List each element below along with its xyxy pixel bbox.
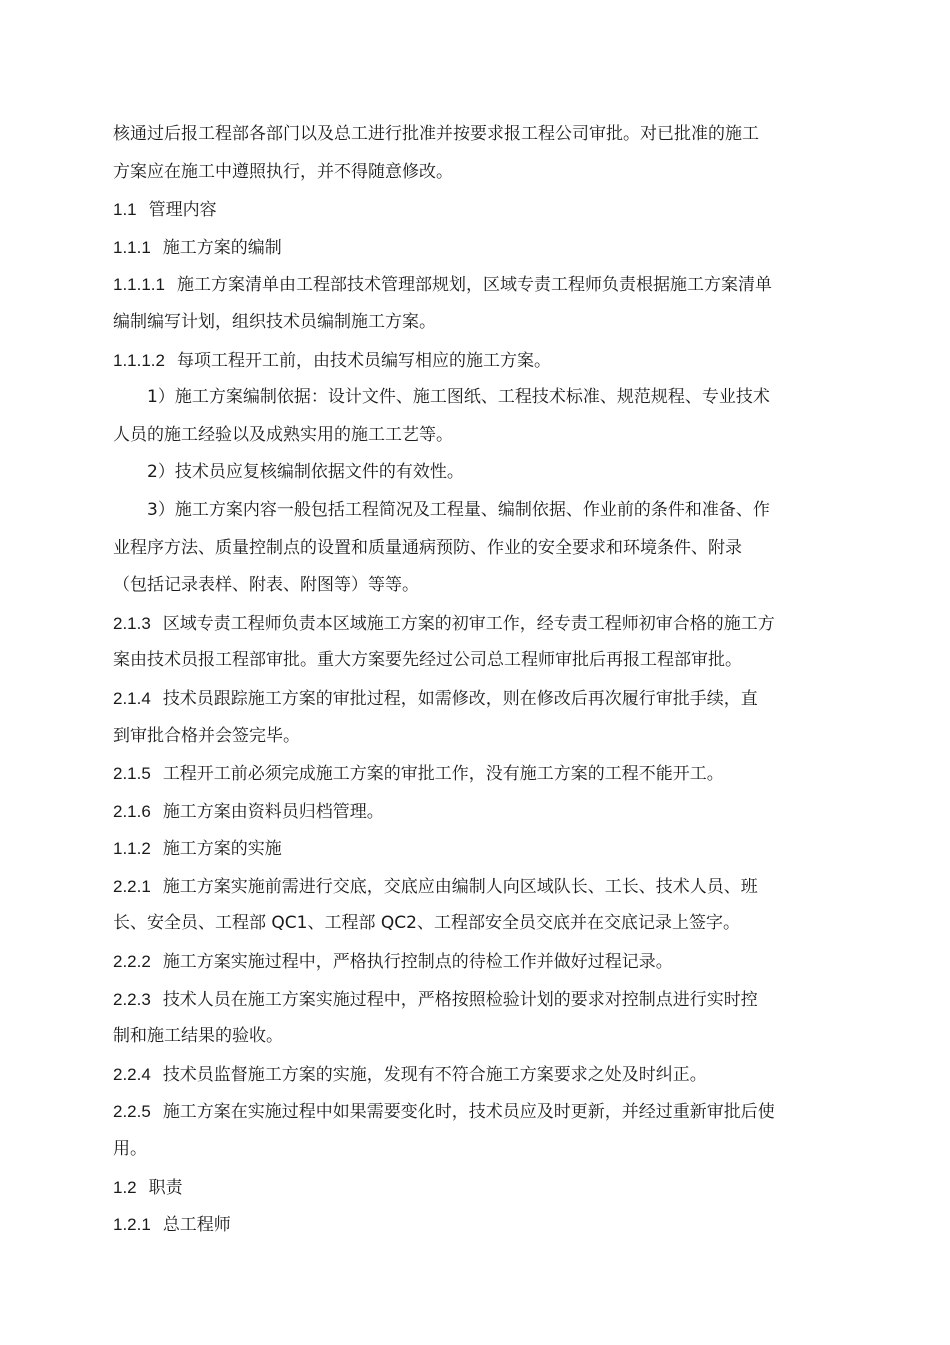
text-line (113, 567, 808, 605)
section-number: 1.2 (113, 1177, 137, 1197)
text-line (113, 1206, 808, 1244)
paragraph-text: 1）施工方案编制依据：设计文件、施工图纸、工程技术标准、规范规程、专业技术 (147, 387, 770, 408)
text-line (113, 116, 808, 154)
section-number: 2.2.4 (113, 1064, 151, 1084)
text-line (113, 342, 808, 380)
section-number: 1.1.2 (113, 839, 151, 859)
text-line (113, 830, 808, 868)
section-text: 职责 (148, 1177, 183, 1198)
text-line (113, 642, 808, 680)
text-line (113, 793, 808, 831)
text-line (113, 905, 808, 943)
section-text: 技术员跟踪施工方案的审批过程，如需修改，则在修改后再次履行审批手续，直 (162, 688, 758, 709)
section-number: 2.2.1 (113, 876, 151, 896)
text-line (113, 191, 808, 229)
section-text: 施工方案的实施 (162, 839, 282, 860)
text-line (113, 266, 808, 304)
section-text: 施工方案清单由工程部技术管理部规划，区域专责工程师负责根据施工方案清单 (177, 275, 772, 296)
section-number: 2.1.4 (113, 688, 151, 708)
paragraph-text: 2）技术员应复核编制依据文件的有效性。 (147, 462, 464, 483)
section-number: 1.1 (113, 200, 137, 220)
text-line (113, 868, 808, 906)
text-line (113, 718, 808, 756)
section-text: 施工方案由资料员归档管理。 (162, 801, 384, 822)
text-line (113, 680, 808, 718)
text-line (113, 229, 808, 267)
section-number: 2.2.5 (113, 1102, 151, 1122)
text-line (113, 605, 808, 643)
paragraph-text: 业程序方法、质量控制点的设置和质量通病预防、作业的安全要求和环境条件、附录 (113, 537, 742, 558)
text-line (113, 1018, 808, 1056)
paragraph-text: 核通过后报工程部各部门以及总工进行批准并按要求报工程公司审批。对已批准的施工 (113, 124, 759, 144)
section-number: 2.1.5 (113, 764, 151, 784)
paragraph-text: 方案应在施工中遵照执行，并不得随意修改。 (113, 161, 453, 182)
section-text: 技术员监督施工方案的实施，发现有不符合施工方案要求之处及时纠正。 (162, 1064, 707, 1085)
paragraph-text: 编制编写计划，组织技术员编制施工方案。 (113, 311, 436, 332)
text-line (113, 1169, 808, 1207)
paragraph-text: 到审批合格并会签完毕。 (113, 725, 300, 746)
text-line (113, 755, 808, 793)
text-line (113, 943, 808, 981)
section-text: 总工程师 (162, 1215, 231, 1236)
section-text: 管理内容 (148, 200, 217, 221)
section-number: 2.1.6 (113, 801, 151, 821)
section-text: 每项工程开工前，由技术员编写相应的施工方案。 (177, 350, 551, 371)
paragraph-text: 用。 (113, 1139, 147, 1160)
paragraph-text: 3）施工方案内容一般包括工程简况及工程量、编制依据、作业前的条件和准备、作 (147, 499, 770, 520)
text-line (113, 417, 808, 455)
text-line (113, 530, 808, 568)
text-line (113, 492, 808, 530)
section-text: 施工方案实施过程中，严格执行控制点的待检工作并做好过程记录。 (162, 952, 673, 973)
text-line (113, 1093, 808, 1131)
section-number: 2.2.3 (113, 989, 151, 1009)
section-text: 技术人员在施工方案实施过程中，严格按照检验计划的要求对控制点进行实时控 (162, 989, 758, 1010)
section-text: 施工方案在实施过程中如果需要变化时，技术员应及时更新，并经过重新审批后使 (162, 1102, 775, 1123)
section-number: 1.1.1 (113, 237, 151, 257)
paragraph-text: 长、安全员、工程部 QC1、工程部 QC2、工程部安全员交底并在交底记录上签字。 (113, 913, 740, 934)
text-line (113, 379, 808, 417)
section-text: 施工方案的编制 (162, 237, 282, 258)
section-number: 2.2.2 (113, 952, 151, 972)
section-number: 1.1.1.2 (113, 350, 165, 370)
paragraph-text: 制和施工结果的验收。 (113, 1026, 283, 1047)
text-line (113, 1056, 808, 1094)
section-text: 区域专责工程师负责本区域施工方案的初审工作，经专责工程师初审合格的施工方 (162, 613, 775, 634)
paragraph-text: 案由技术员报工程部审批。重大方案要先经过公司总工程师审批后再报工程部审批。 (113, 650, 742, 671)
section-number: 1.2.1 (113, 1215, 151, 1235)
paragraph-text: （包括记录表样、附表、附图等）等等。 (113, 575, 419, 596)
section-text: 施工方案实施前需进行交底，交底应由编制人向区域队长、工长、技术人员、班 (162, 876, 758, 897)
text-line (113, 1131, 808, 1169)
text-line (113, 454, 808, 492)
section-number: 2.1.3 (113, 613, 151, 633)
document-body (113, 116, 808, 1244)
paragraph-text: 人员的施工经验以及成熟实用的施工工艺等。 (113, 424, 453, 445)
text-line (113, 154, 808, 192)
section-number: 1.1.1.1 (113, 275, 165, 295)
section-text: 工程开工前必须完成施工方案的审批工作，没有施工方案的工程不能开工。 (162, 764, 724, 785)
text-line (113, 981, 808, 1019)
text-line (113, 304, 808, 342)
